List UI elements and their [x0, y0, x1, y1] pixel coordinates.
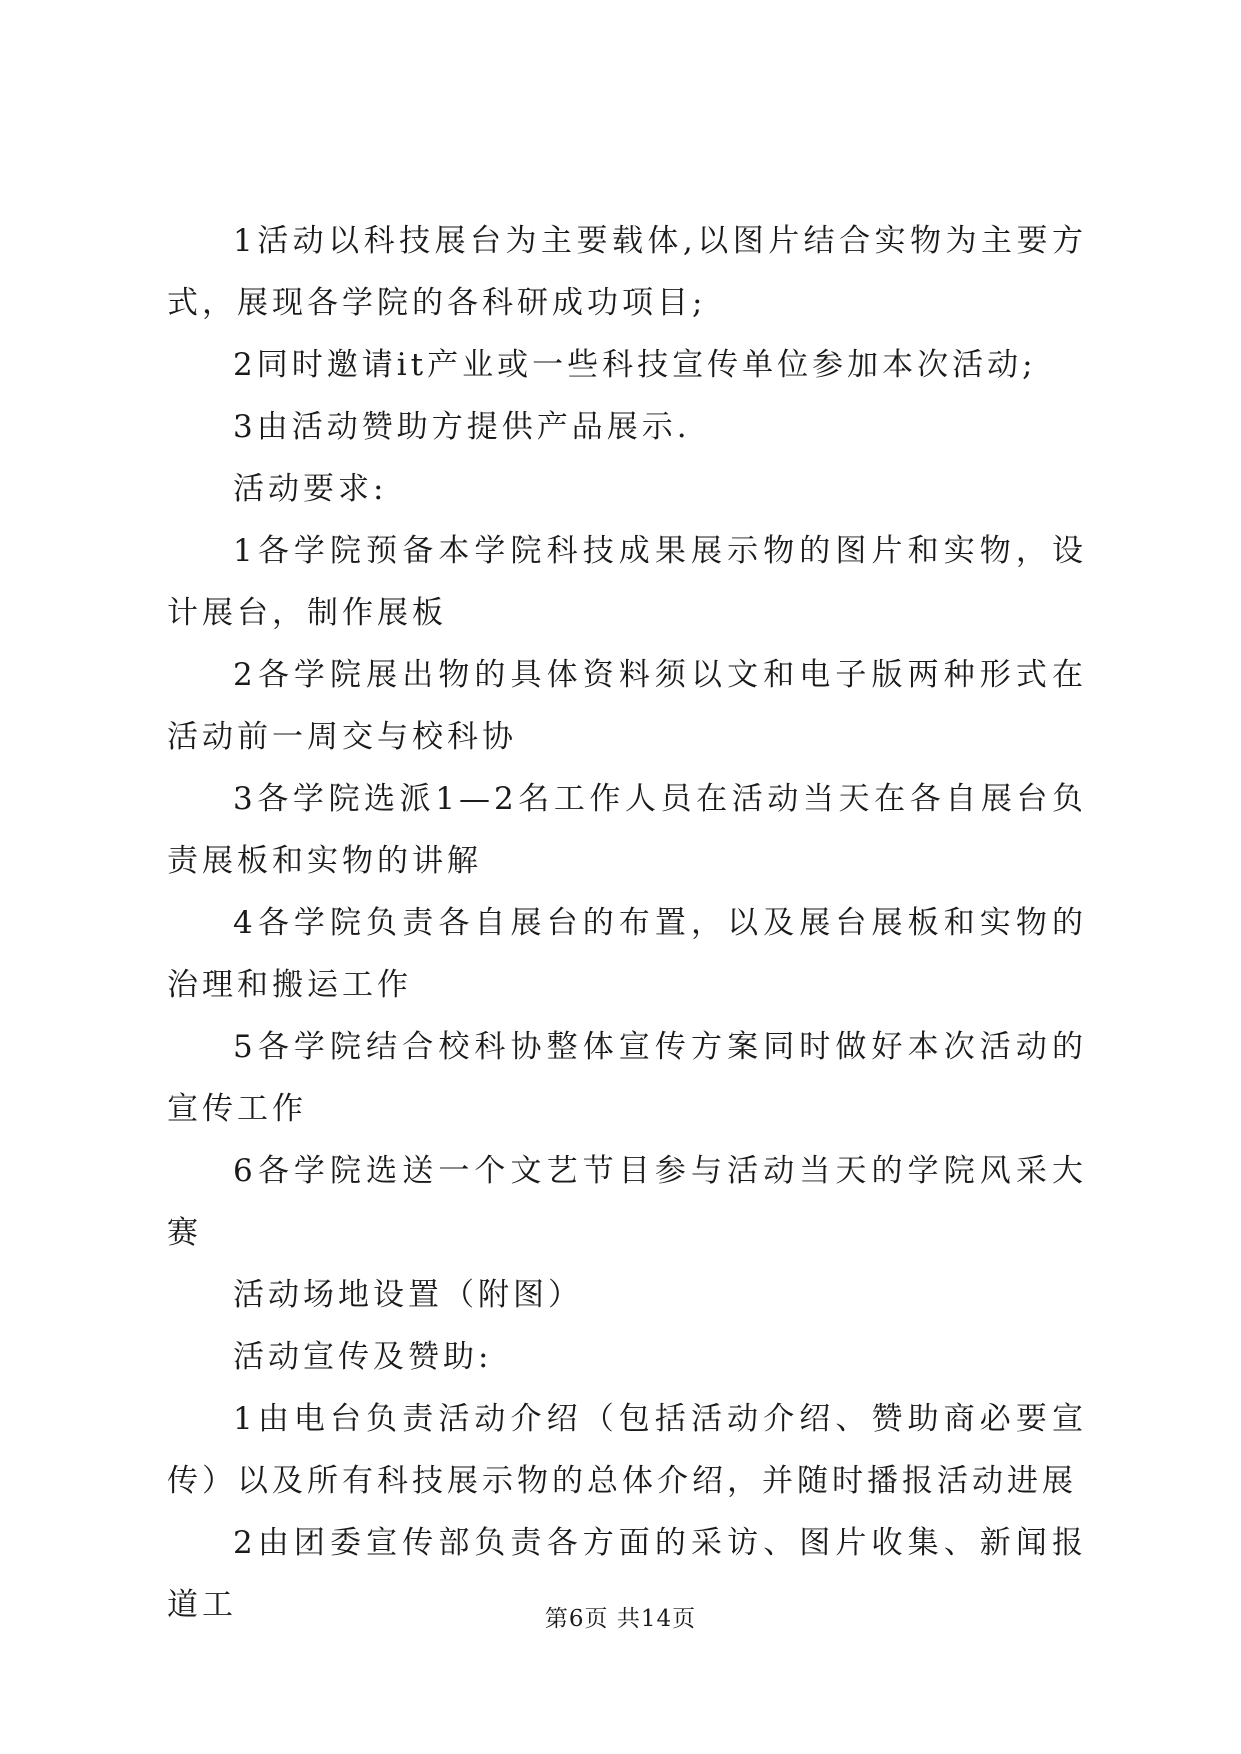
paragraph-5: 1各学院预备本学院科技成果展示物的图片和实物，设计展台，制作展板 — [167, 533, 1087, 631]
paragraph-14: 2由团委宣传部负责各方面的采访、图片收集、新闻报道工 — [167, 1525, 1087, 1623]
section-heading-promotion: 活动宣传及赞助: — [233, 1339, 493, 1375]
paragraph-10: 6各学院选送一个文艺节目参与活动当天的学院风采大赛 — [167, 1153, 1087, 1251]
paragraph-1: 1活动以科技展台为主要载体,以图片结合实物为主要方式，展现各学院的各科研成功项目; — [167, 223, 1087, 321]
paragraph-13: 1由电台负责活动介绍（包括活动介绍、赞助商必要宣传）以及所有科技展示物的总体介绍，并随时播报活动进展 — [167, 1401, 1087, 1499]
paragraph-8: 4各学院负责各自展台的布置，以及展台展板和实物的治理和搬运工作 — [167, 905, 1087, 1003]
section-heading-requirements: 活动要求: — [233, 471, 388, 507]
paragraph-3: 3由活动赞助方提供产品展示. — [233, 409, 691, 445]
page-number-footer: 第6页 共14页 — [544, 1606, 697, 1632]
section-heading-venue: 活动场地设置（附图） — [233, 1277, 583, 1313]
document-body — [167, 210, 1087, 1636]
paragraph-7: 3各学院选派1—2名工作人员在活动当天在各自展台负责展板和实物的讲解 — [167, 781, 1087, 879]
paragraph-6: 2各学院展出物的具体资料须以文和电子版两种形式在活动前一周交与校科协 — [167, 657, 1087, 755]
paragraph-9: 5各学院结合校科协整体宣传方案同时做好本次活动的宣传工作 — [167, 1029, 1087, 1127]
paragraph-2: 2同时邀请it产业或一些科技宣传单位参加本次活动; — [233, 347, 1037, 383]
